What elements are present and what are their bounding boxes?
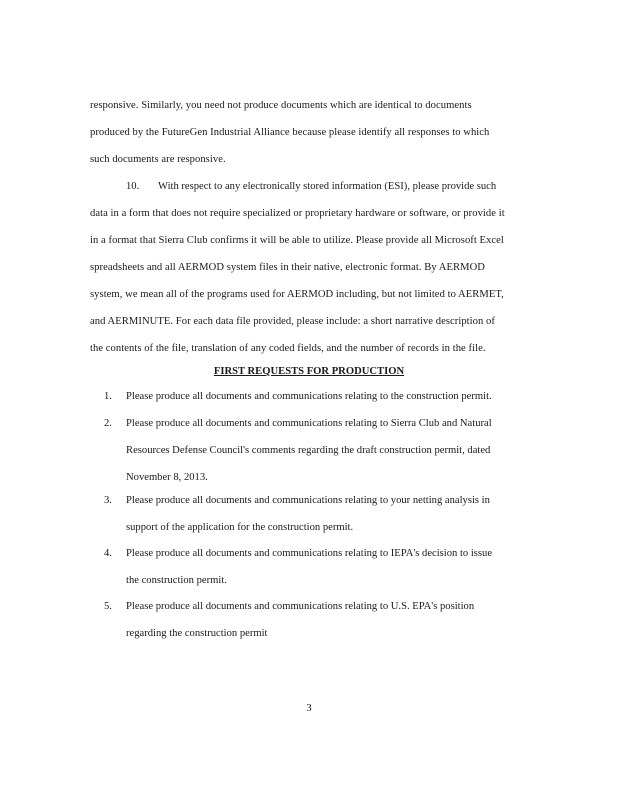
paragraph-number: 10. xyxy=(126,181,140,192)
request-line: Resources Defense Council's comments regarding the draft construction permit, dated xyxy=(126,445,491,456)
intro-line: such documents are responsive. xyxy=(90,154,226,165)
request-number: 1. xyxy=(104,391,112,402)
paragraph-line: spreadsheets and all AERMOD system files in their native, electronic format. By AERMOD xyxy=(90,262,486,273)
request-line: Please produce all documents and communications relating to Sierra Club and Natural xyxy=(126,418,492,429)
intro-line: responsive. Similarly, you need not produce documents which are identical to documents xyxy=(90,100,472,111)
request-number: 4. xyxy=(104,548,112,559)
paragraph-line: With respect to any electronically stored information (ESI), please provide such xyxy=(158,181,497,192)
request-line: Please produce all documents and communications relating to the construction permit. xyxy=(126,391,492,402)
request-number: 5. xyxy=(104,601,112,612)
request-line: Please produce all documents and communications relating to IEPA's decision to issue xyxy=(126,548,493,559)
intro-line: produced by the FutureGen Industrial Alliance because please identify all responses to which xyxy=(90,127,490,138)
request-line: November 8, 2013. xyxy=(126,472,208,483)
page-number: 3 xyxy=(306,703,312,714)
request-line: Please produce all documents and communications relating to your netting analysis in xyxy=(126,495,490,506)
paragraph-line: system, we mean all of the programs used for AERMOD including, but not limited to AERMET, xyxy=(90,289,504,300)
request-line: support of the application for the construction permit. xyxy=(126,522,354,533)
paragraph-line: data in a form that does not require specialized or proprietary hardware or software, or provide it xyxy=(90,208,505,219)
request-line: regarding the construction permit xyxy=(126,628,268,639)
request-number: 3. xyxy=(104,495,112,506)
section-heading: FIRST REQUESTS FOR PRODUCTION xyxy=(213,366,405,377)
request-line: the construction permit. xyxy=(126,575,227,586)
request-line: Please produce all documents and communications relating to U.S. EPA's position xyxy=(126,601,475,612)
request-number: 2. xyxy=(104,418,112,429)
paragraph-line: the contents of the file, translation of any coded fields, and the number of records in the file. xyxy=(90,343,486,354)
paragraph-line: and AERMINUTE. For each data file provided, please include: a short narrative description of xyxy=(90,316,495,327)
paragraph-line: in a format that Sierra Club confirms it will be able to utilize. Please provide all Microsoft Excel xyxy=(90,235,504,246)
